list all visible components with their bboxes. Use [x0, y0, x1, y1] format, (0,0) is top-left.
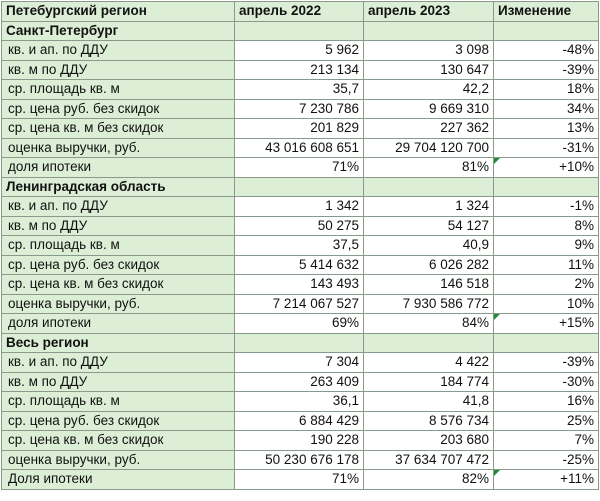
row-label-cell[interactable]: ср. цена руб. без скидок: [2, 99, 235, 119]
change-cell[interactable]: -30%: [494, 372, 599, 392]
table-row: [2, 158, 599, 178]
value-2022-cell[interactable]: 190 228: [235, 431, 364, 451]
value-2022-cell[interactable]: 143 493: [235, 275, 364, 295]
change-cell[interactable]: 10%: [494, 294, 599, 314]
table-row: [2, 392, 599, 412]
value-2023-cell[interactable]: 130 647: [364, 60, 494, 80]
section-row: [2, 333, 599, 353]
change-cell[interactable]: 18%: [494, 80, 599, 100]
row-label-cell[interactable]: ср. цена кв. м без скидок: [2, 119, 235, 139]
value-2022-cell[interactable]: 43 016 608 651: [235, 138, 364, 158]
row-label-cell[interactable]: оценка выручки, руб.: [2, 294, 235, 314]
change-cell[interactable]: -1%: [494, 197, 599, 217]
header-row: [2, 2, 599, 22]
table-row: [2, 411, 599, 431]
empty-cell[interactable]: [494, 21, 599, 41]
table-body: [2, 2, 599, 490]
section-row: [2, 21, 599, 41]
change-cell[interactable]: -39%: [494, 353, 599, 373]
value-2023-cell[interactable]: 29 704 120 700: [364, 138, 494, 158]
section-title[interactable]: Ленинградская область: [2, 177, 235, 197]
value-2022-cell[interactable]: 71%: [235, 470, 364, 490]
table-row: [2, 60, 599, 80]
row-label-cell[interactable]: кв. и ап. по ДДУ: [2, 41, 235, 61]
value-2022-cell[interactable]: 263 409: [235, 372, 364, 392]
change-cell[interactable]: -25%: [494, 450, 599, 470]
spreadsheet-view: [0, 1, 600, 501]
table-row: [2, 216, 599, 236]
row-label-cell[interactable]: доля ипотеки: [2, 314, 235, 334]
section-title[interactable]: Весь регион: [2, 333, 235, 353]
empty-cell[interactable]: [235, 21, 364, 41]
change-cell[interactable]: 2%: [494, 275, 599, 295]
row-label-cell[interactable]: ср. площадь кв. м: [2, 236, 235, 256]
value-2022-cell[interactable]: 7 214 067 527: [235, 294, 364, 314]
change-cell[interactable]: +10%: [494, 158, 599, 178]
row-label-cell[interactable]: ср. цена руб. без скидок: [2, 411, 235, 431]
table-row: [2, 236, 599, 256]
value-2023-cell[interactable]: 4 422: [364, 353, 494, 373]
value-2022-cell[interactable]: 6 884 429: [235, 411, 364, 431]
empty-cell[interactable]: [494, 177, 599, 197]
value-2023-cell[interactable]: 3 098: [364, 41, 494, 61]
change-cell[interactable]: 13%: [494, 119, 599, 139]
table-row: [2, 275, 599, 295]
table-row: [2, 41, 599, 61]
header-cell-change[interactable]: Изменение: [494, 2, 599, 22]
value-2023-cell[interactable]: 40,9: [364, 236, 494, 256]
table-row: [2, 314, 599, 334]
header-cell-region[interactable]: Петебургский регион: [2, 2, 235, 22]
row-label-cell[interactable]: ср. площадь кв. м: [2, 392, 235, 412]
row-label-cell[interactable]: доля ипотеки: [2, 158, 235, 178]
value-2022-cell[interactable]: 50 275: [235, 216, 364, 236]
value-2022-cell[interactable]: 5 414 632: [235, 255, 364, 275]
table-row: [2, 197, 599, 217]
value-2023-cell[interactable]: 37 634 707 472: [364, 450, 494, 470]
table-row: [2, 431, 599, 451]
value-2023-cell[interactable]: 8 576 734: [364, 411, 494, 431]
table-row: [2, 294, 599, 314]
row-label-cell[interactable]: кв. м по ДДУ: [2, 216, 235, 236]
value-2022-cell[interactable]: 35,7: [235, 80, 364, 100]
empty-cell[interactable]: [364, 21, 494, 41]
table-row: [2, 119, 599, 139]
value-2023-cell[interactable]: 42,2: [364, 80, 494, 100]
change-cell[interactable]: 16%: [494, 392, 599, 412]
empty-cell[interactable]: [494, 333, 599, 353]
value-2023-cell[interactable]: 81%: [364, 158, 494, 178]
table-row: [2, 450, 599, 470]
row-label-cell[interactable]: ср. цена кв. м без скидок: [2, 431, 235, 451]
table-row: [2, 372, 599, 392]
change-cell[interactable]: -31%: [494, 138, 599, 158]
value-2023-cell[interactable]: 184 774: [364, 372, 494, 392]
row-label-cell[interactable]: ср. площадь кв. м: [2, 80, 235, 100]
row-label-cell[interactable]: ср. цена руб. без скидок: [2, 255, 235, 275]
value-2023-cell[interactable]: 1 324: [364, 197, 494, 217]
change-cell[interactable]: +15%: [494, 314, 599, 334]
change-cell[interactable]: +11%: [494, 470, 599, 490]
row-label-cell[interactable]: ср. цена кв. м без скидок: [2, 275, 235, 295]
value-2023-cell[interactable]: 6 026 282: [364, 255, 494, 275]
value-2022-cell[interactable]: 37,5: [235, 236, 364, 256]
row-label-cell[interactable]: Доля ипотеки: [2, 470, 235, 490]
empty-cell[interactable]: [235, 177, 364, 197]
data-table: [1, 1, 599, 490]
value-2023-cell[interactable]: 227 362: [364, 119, 494, 139]
row-label-cell[interactable]: кв. и ап. по ДДУ: [2, 353, 235, 373]
value-2022-cell[interactable]: 36,1: [235, 392, 364, 412]
value-2022-cell[interactable]: 213 134: [235, 60, 364, 80]
value-2022-cell[interactable]: 50 230 676 178: [235, 450, 364, 470]
value-2022-cell[interactable]: 7 230 786: [235, 99, 364, 119]
value-2022-cell[interactable]: 7 304: [235, 353, 364, 373]
value-2022-cell[interactable]: 71%: [235, 158, 364, 178]
empty-cell[interactable]: [235, 333, 364, 353]
value-2022-cell[interactable]: 1 342: [235, 197, 364, 217]
empty-cell[interactable]: [364, 333, 494, 353]
row-label-cell[interactable]: кв. и ап. по ДДУ: [2, 197, 235, 217]
row-label-cell[interactable]: оценка выручки, руб.: [2, 138, 235, 158]
change-cell[interactable]: -39%: [494, 60, 599, 80]
change-cell[interactable]: 8%: [494, 216, 599, 236]
header-cell-april-2023[interactable]: апрель 2023: [364, 2, 494, 22]
change-cell[interactable]: 7%: [494, 431, 599, 451]
value-2023-cell[interactable]: 203 680: [364, 431, 494, 451]
value-2022-cell[interactable]: 201 829: [235, 119, 364, 139]
change-cell[interactable]: -48%: [494, 41, 599, 61]
table-row: [2, 99, 599, 119]
value-2023-cell[interactable]: 41,8: [364, 392, 494, 412]
table-row: [2, 255, 599, 275]
value-2023-cell[interactable]: 54 127: [364, 216, 494, 236]
value-2022-cell[interactable]: 5 962: [235, 41, 364, 61]
table-row: [2, 353, 599, 373]
value-2023-cell[interactable]: 82%: [364, 470, 494, 490]
change-cell[interactable]: 9%: [494, 236, 599, 256]
table-row: [2, 80, 599, 100]
change-cell[interactable]: 34%: [494, 99, 599, 119]
section-row: [2, 177, 599, 197]
value-2023-cell[interactable]: 7 930 586 772: [364, 294, 494, 314]
row-label-cell[interactable]: оценка выручки, руб.: [2, 450, 235, 470]
empty-cell[interactable]: [364, 177, 494, 197]
value-2023-cell[interactable]: 84%: [364, 314, 494, 334]
row-label-cell[interactable]: кв. м по ДДУ: [2, 372, 235, 392]
header-cell-april-2022[interactable]: апрель 2022: [235, 2, 364, 22]
table-row: [2, 470, 599, 490]
table-row: [2, 138, 599, 158]
change-cell[interactable]: 11%: [494, 255, 599, 275]
value-2023-cell[interactable]: 9 669 310: [364, 99, 494, 119]
row-label-cell[interactable]: кв. м по ДДУ: [2, 60, 235, 80]
value-2023-cell[interactable]: 146 518: [364, 275, 494, 295]
value-2022-cell[interactable]: 69%: [235, 314, 364, 334]
change-cell[interactable]: 25%: [494, 411, 599, 431]
section-title[interactable]: Санкт-Петербург: [2, 21, 235, 41]
